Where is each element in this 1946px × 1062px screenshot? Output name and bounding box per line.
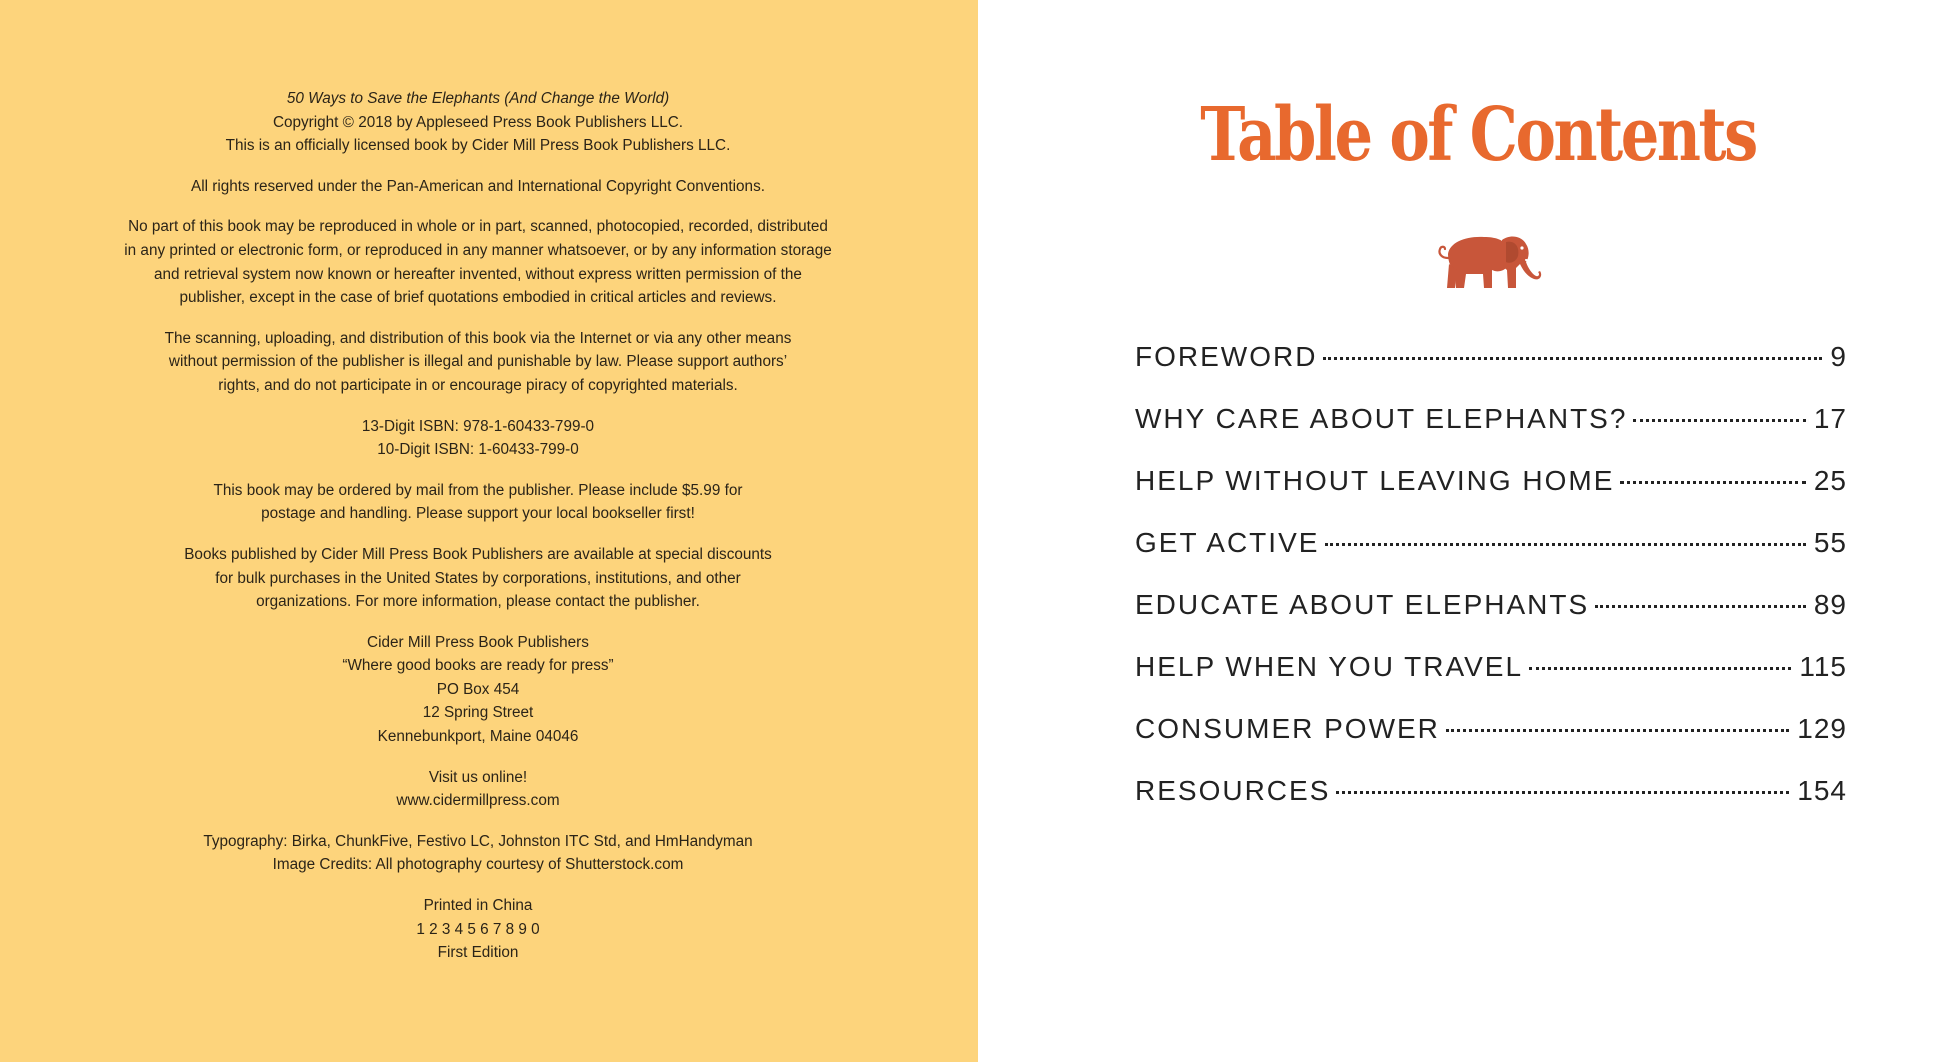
- printed-in: Printed in China: [423, 897, 533, 915]
- city-state-zip: Kennebunkport, Maine 04046: [377, 728, 579, 746]
- street: 12 Spring Street: [422, 704, 534, 722]
- toc-label: FOREWORD: [1135, 341, 1318, 372]
- toc-list: [1135, 341, 1847, 837]
- toc-page-number: 154: [1797, 775, 1847, 806]
- toc-page-number: 129: [1797, 713, 1847, 744]
- dot-leader: [1446, 729, 1789, 732]
- text-line: rights, and do not participate in or encourage piracy of copyrighted materials.: [218, 376, 738, 394]
- credits-paragraph: [0, 830, 956, 877]
- reproduction-paragraph: [0, 215, 956, 309]
- dot-leader: [1595, 605, 1806, 608]
- rights-line: All rights reserved under the Pan-American and International Copyright Conventions.: [191, 177, 765, 195]
- website-url: www.cidermillpress.com: [396, 792, 560, 810]
- typography-credit: Typography: Birka, ChunkFive, Festivo LC, Johnston ITC Std, and HmHandyman: [203, 832, 753, 850]
- printing-line: 1 2 3 4 5 6 7 8 9 0: [416, 920, 540, 938]
- dot-leader: [1336, 791, 1789, 794]
- toc-item-get-active[interactable]: [1135, 527, 1847, 589]
- text-line: organizations. For more information, please contact the publisher.: [256, 593, 700, 611]
- rights-paragraph: [0, 175, 956, 199]
- dot-leader: [1323, 357, 1822, 360]
- dot-leader: [1529, 667, 1791, 670]
- copyright-paragraph: [0, 87, 956, 158]
- text-line: in any printed or electronic form, or reproduced in any manner whatsoever, or by any information storage: [124, 241, 832, 259]
- visit-line: Visit us online!: [428, 768, 528, 786]
- toc-page-number: 89: [1813, 589, 1847, 620]
- toc-item-resources[interactable]: [1135, 775, 1847, 837]
- text-line: Books published by Cider Mill Press Book Publishers are available at special discounts: [184, 545, 772, 563]
- discount-paragraph: [0, 543, 956, 614]
- order-paragraph: [0, 479, 956, 526]
- elephant-icon: [1436, 228, 1546, 294]
- toc-page-number: 17: [1813, 403, 1847, 434]
- dot-leader: [1633, 419, 1805, 422]
- dot-leader: [1325, 543, 1805, 546]
- publisher-address: [0, 631, 956, 749]
- toc-item-consumer-power[interactable]: [1135, 713, 1847, 775]
- toc-label: HELP WITHOUT LEAVING HOME: [1135, 465, 1615, 496]
- website-paragraph: [0, 766, 956, 813]
- toc-page-number: 9: [1830, 341, 1847, 372]
- edition: First Edition: [437, 944, 519, 962]
- toc-page-number: 55: [1813, 527, 1847, 558]
- toc-label: HELP WHEN YOU TRAVEL: [1135, 651, 1524, 682]
- po-box: PO Box 454: [436, 680, 520, 698]
- toc-item-why-care[interactable]: [1135, 403, 1847, 465]
- toc-label: EDUCATE ABOUT ELEPHANTS: [1135, 589, 1590, 620]
- toc-title: Table of Contents: [1200, 92, 1756, 178]
- text-line: No part of this book may be reproduced in whole or in part, scanned, photocopied, recorded, distributed: [128, 218, 828, 236]
- isbn-10: 10-Digit ISBN: 1-60433-799-0: [377, 441, 579, 459]
- text-line: without permission of the publisher is illegal and punishable by law. Please support authors’: [168, 353, 788, 371]
- publisher-slogan: “Where good books are ready for press”: [342, 657, 614, 675]
- toc-page: [978, 0, 1946, 1062]
- image-credit: Image Credits: All photography courtesy of Shutterstock.com: [272, 856, 684, 874]
- toc-page-number: 115: [1799, 651, 1847, 682]
- text-line: This book may be ordered by mail from the publisher. Please include $5.99 for: [213, 481, 743, 499]
- toc-label: CONSUMER POWER: [1135, 713, 1440, 744]
- text-line: for bulk purchases in the United States by corporations, institutions, and other: [215, 569, 741, 587]
- copyright-text: [0, 87, 956, 982]
- copyright-line: Copyright © 2018 by Appleseed Press Book Publishers LLC.: [272, 113, 684, 131]
- text-line: publisher, except in the case of brief quotations embodied in critical articles and reviews.: [179, 289, 777, 307]
- toc-label: GET ACTIVE: [1135, 527, 1320, 558]
- isbn-13: 13-Digit ISBN: 978-1-60433-799-0: [361, 417, 595, 435]
- publisher-name: Cider Mill Press Book Publishers: [367, 633, 589, 651]
- isbn-paragraph: [0, 415, 956, 462]
- book-title-line: 50 Ways to Save the Elephants (And Change the World): [286, 90, 670, 107]
- text-line: and retrieval system now known or hereafter invented, without express written permission of the: [154, 265, 802, 283]
- toc-item-foreword[interactable]: [1135, 341, 1847, 403]
- toc-item-educate[interactable]: [1135, 589, 1847, 651]
- text-line: The scanning, uploading, and distribution of this book via the Internet or via any other means: [164, 329, 792, 347]
- dot-leader: [1620, 481, 1805, 484]
- text-line: postage and handling. Please support your local bookseller first!: [261, 505, 695, 523]
- toc-page-number: 25: [1813, 465, 1847, 496]
- piracy-paragraph: [0, 327, 956, 398]
- printing-paragraph: [0, 894, 956, 965]
- toc-label: RESOURCES: [1135, 775, 1331, 806]
- toc-label: WHY CARE ABOUT ELEPHANTS?: [1135, 403, 1628, 434]
- license-line: This is an officially licensed book by Cider Mill Press Book Publishers LLC.: [225, 137, 731, 155]
- toc-item-help-home[interactable]: [1135, 465, 1847, 527]
- toc-item-travel[interactable]: [1135, 651, 1847, 713]
